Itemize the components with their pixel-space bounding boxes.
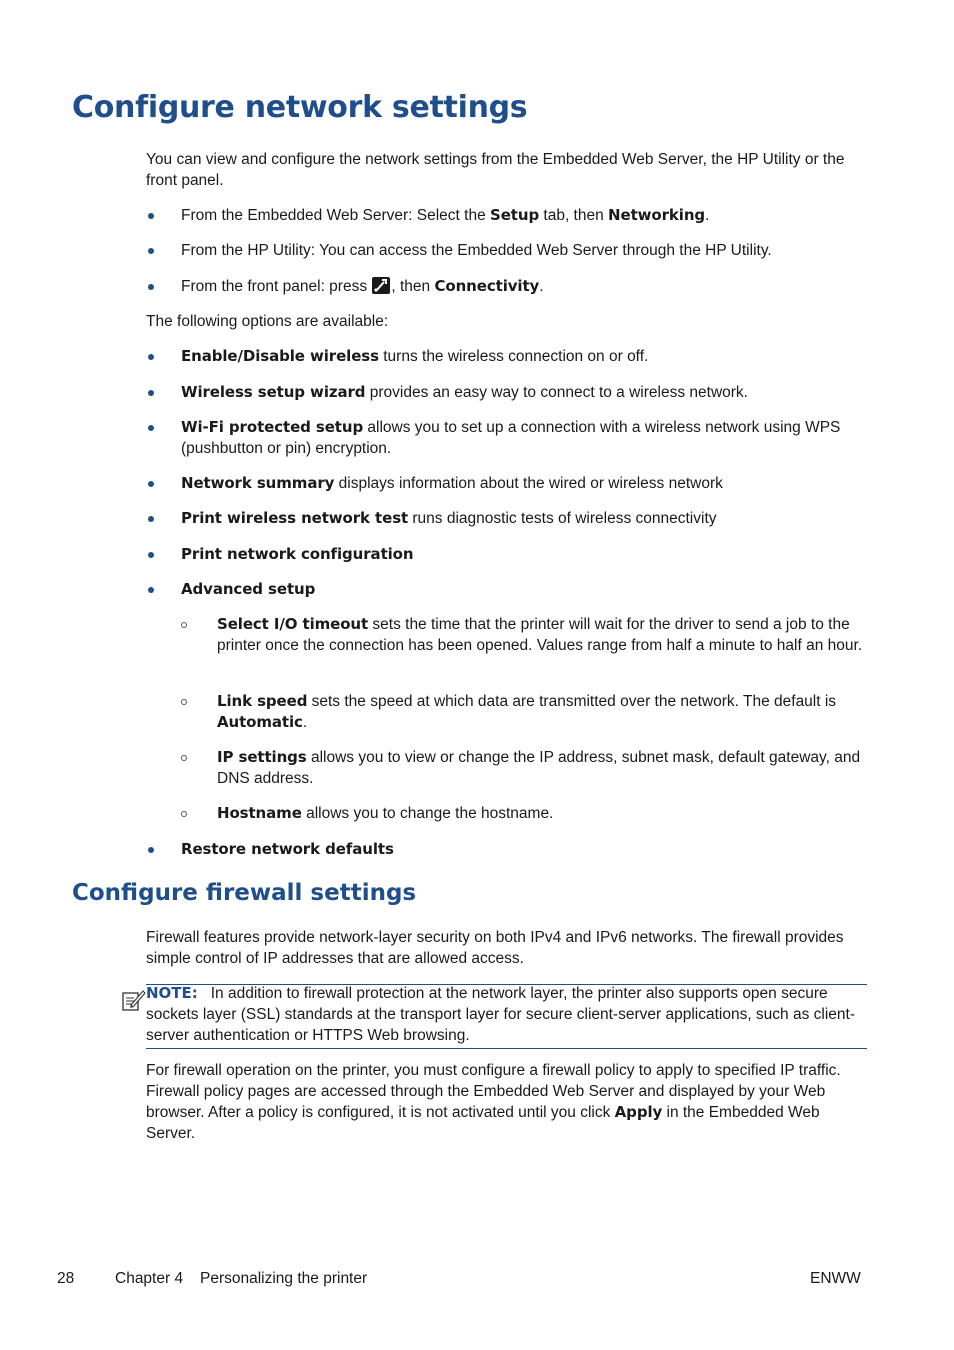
option-item bbox=[181, 417, 867, 459]
access-bullet-panel-text: From the front panel: press bbox=[181, 278, 372, 295]
bullet-marker bbox=[148, 425, 154, 431]
options-intro: The following options are available: bbox=[146, 313, 389, 330]
advanced-post: . bbox=[302, 714, 308, 731]
access-bullet-ews-text: From the Embedded Web Server: Select the bbox=[181, 207, 491, 224]
bullet-marker bbox=[148, 354, 154, 360]
option-item bbox=[181, 346, 871, 367]
automatic-term: Automatic bbox=[217, 713, 303, 731]
section-title: Configure firewall settings bbox=[72, 880, 417, 906]
bullet-marker bbox=[148, 390, 154, 396]
restore-item bbox=[181, 839, 871, 860]
bullet-marker bbox=[148, 847, 154, 853]
option-term: Wireless setup wizard bbox=[181, 383, 366, 401]
restore-term: Restore network defaults bbox=[181, 840, 394, 858]
note-block bbox=[146, 983, 858, 1046]
page-title: Configure network settings bbox=[72, 90, 528, 125]
advanced-item bbox=[217, 803, 867, 824]
option-term: Enable/Disable wireless bbox=[181, 347, 379, 365]
access-bullet-ews-mid: tab, then bbox=[539, 207, 609, 224]
advanced-desc: allows you to change the hostname. bbox=[301, 805, 554, 822]
firewall-body-post: in the Embedded Web Server. bbox=[146, 1104, 820, 1142]
option-term: Wi-Fi protected setup bbox=[181, 418, 364, 436]
option-term: Advanced setup bbox=[181, 580, 316, 598]
sub-bullet-marker bbox=[181, 622, 187, 628]
option-desc: provides an easy way to connect to a wireless network. bbox=[365, 384, 748, 401]
option-desc: runs diagnostic tests of wireless connectivity bbox=[408, 510, 717, 527]
option-desc: allows you to set up a connection with a wireless network using WPS (pushbutton or pin) encryption. bbox=[181, 419, 841, 457]
bullet-marker bbox=[148, 552, 154, 558]
setup-term: Setup bbox=[490, 206, 540, 224]
option-term: Print wireless network test bbox=[181, 509, 409, 527]
sub-bullet-marker bbox=[181, 811, 187, 817]
firewall-body bbox=[146, 1060, 868, 1144]
advanced-term: Select I/O timeout bbox=[217, 615, 369, 633]
option-item bbox=[181, 473, 871, 494]
option-item bbox=[181, 508, 871, 529]
option-item bbox=[181, 382, 871, 403]
bullet-marker bbox=[148, 587, 154, 593]
footer-section: Personalizing the printer bbox=[200, 1270, 368, 1287]
option-term: Network summary bbox=[181, 474, 335, 492]
footer-page-number: 28 bbox=[57, 1270, 75, 1287]
advanced-item bbox=[217, 747, 871, 789]
sub-bullet-marker bbox=[181, 699, 187, 705]
advanced-desc: allows you to view or change the IP address, subnet mask, default gateway, and DNS address. bbox=[217, 749, 861, 787]
access-bullet-panel-post: . bbox=[539, 278, 544, 295]
advanced-desc: sets the time that the printer will wait for the driver to send a job to the printer once the connection has been opened. Values range from half a minute to half an hour. bbox=[217, 616, 863, 654]
access-bullet-utility: From the HP Utility: You can access the Embedded Web Server through the HP Utility. bbox=[181, 242, 772, 259]
bullet-marker bbox=[148, 516, 154, 522]
note-text: In addition to firewall protection at the network layer, the printer also supports open secure sockets layer (SSL) standards at the transport layer for secure client-server applications, such as client-server authentication or HTTPS Web browsing. bbox=[146, 985, 856, 1044]
bullet-marker bbox=[148, 213, 154, 219]
bullet-marker bbox=[148, 248, 154, 254]
access-bullet-ews-post: . bbox=[705, 207, 710, 224]
note-bottom-rule bbox=[146, 1048, 867, 1049]
bullet-marker bbox=[148, 481, 154, 487]
option-item bbox=[181, 544, 871, 565]
apply-term: Apply bbox=[614, 1103, 663, 1121]
advanced-term: Link speed bbox=[217, 692, 308, 710]
advanced-term: Hostname bbox=[217, 804, 302, 822]
note-pencil-icon bbox=[121, 987, 147, 1013]
advanced-item bbox=[217, 614, 867, 656]
access-bullet-panel bbox=[181, 276, 871, 297]
firewall-intro: Firewall features provide network-layer security on both IPv4 and IPv6 networks. The firewall provides simple control of IP addresses that are allowed access. bbox=[146, 929, 844, 967]
networking-term: Networking bbox=[608, 206, 706, 224]
advanced-item bbox=[217, 691, 867, 733]
option-term: Print network configuration bbox=[181, 545, 414, 563]
sub-bullet-marker bbox=[181, 755, 187, 761]
advanced-desc: sets the speed at which data are transmitted over the network. The default is bbox=[307, 693, 837, 710]
footer-chapter: Chapter 4 bbox=[115, 1270, 184, 1287]
firewall-body-text: For firewall operation on the printer, you must configure a firewall policy to apply to specified IP traffic. Firewall policy pages are accessed through the Embedded Web Server and displayed by your Web browser. After a policy is configured, it is not activated until you click bbox=[146, 1062, 841, 1121]
access-bullet-panel-mid: , then bbox=[391, 278, 435, 295]
advanced-term: IP settings bbox=[217, 748, 307, 766]
note-label: NOTE: bbox=[146, 984, 198, 1002]
connectivity-term: Connectivity bbox=[434, 277, 540, 295]
option-desc: turns the wireless connection on or off. bbox=[378, 348, 649, 365]
option-desc: displays information about the wired or wireless network bbox=[334, 475, 723, 492]
bullet-marker bbox=[148, 284, 154, 290]
access-bullet-ews bbox=[181, 205, 871, 226]
footer-locale: ENWW bbox=[810, 1270, 861, 1287]
option-item bbox=[181, 579, 871, 600]
settings-icon bbox=[372, 277, 390, 294]
intro-paragraph: You can view and configure the network settings from the Embedded Web Server, the HP Utility or the front panel. bbox=[146, 151, 845, 189]
